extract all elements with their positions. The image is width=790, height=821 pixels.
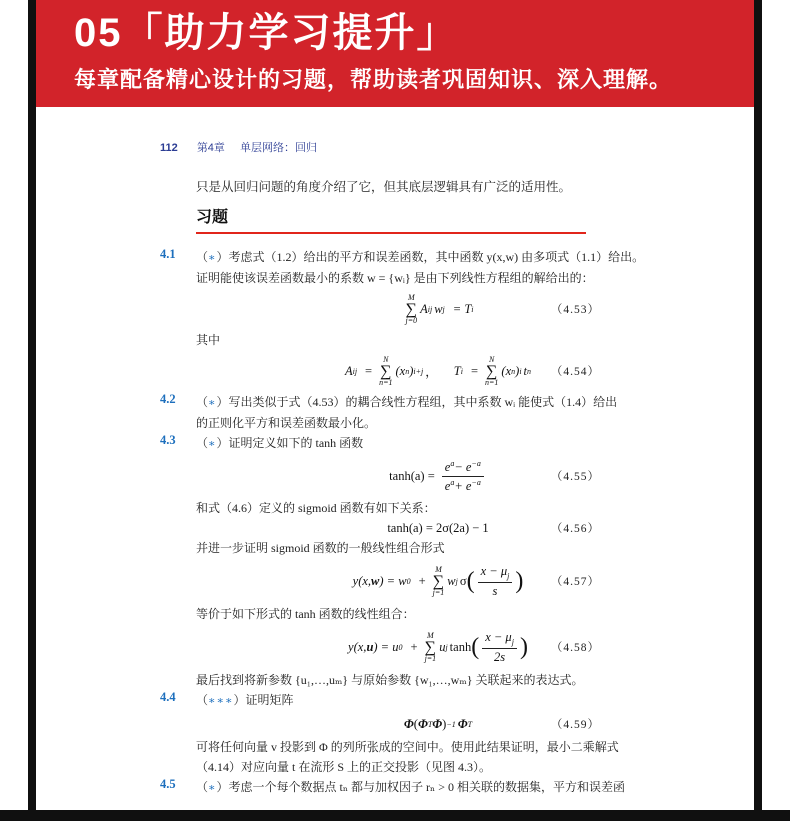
exercise-text-line: （∗）写出类似于式（4.53）的耦合线性方程组，其中系数 wᵢ 能使式（1.4）给出 — [196, 395, 618, 409]
exercise-4-4 — [160, 690, 680, 777]
exercise-text-line: 和式（4.6）定义的 sigmoid 函数有如下关系： — [196, 501, 436, 515]
exercise-text-line: （∗）证明定义如下的 tanh 函数 — [196, 436, 364, 450]
intro-paragraph: 只是从回归问题的角度介绍了它，但其底层逻辑具有广泛的适用性。 — [196, 180, 572, 194]
fraction: $\frac{x - \mu_j}{2s}$ — [482, 630, 517, 664]
running-head — [160, 139, 317, 155]
exercise-text-line: （∗）考虑式（1.2）给出的平方和误差函数，其中函数 y(x,w) 由多项式（1.1）给出。 — [196, 250, 645, 264]
exercise-text-line: （∗∗∗）证明矩阵 — [196, 693, 294, 707]
exercise-4-5 — [160, 777, 680, 798]
difficulty-marker: （∗） — [196, 250, 229, 264]
equation-4-57: y(x, w ) = w 0 + M ∑ j=1 w j σ ( $\frac{x - \mu_j}{s}$ ) （4.57） — [352, 563, 600, 598]
difficulty-marker: （∗） — [196, 436, 229, 450]
exercise-number: 4.1 — [160, 247, 176, 261]
equation-label: （4.56） — [550, 523, 600, 535]
exercise-text-line: 其中 — [196, 333, 221, 347]
exercises-heading: 习题 — [196, 209, 229, 226]
fraction: $\frac{x - \mu_j}{s}$ — [478, 564, 513, 598]
exercise-text-line: （4.14）对应向量 t 在流形 S 上的正交投影（见图 4.3）。 — [196, 760, 492, 774]
exercise-number: 4.2 — [160, 392, 176, 406]
exercise-text-line: 可将任何向量 v 投影到 Φ 的列所张成的空间中。使用此结果证明，最小二乘解式 — [196, 740, 619, 754]
equation-label: （4.53） — [550, 304, 600, 316]
equation-4-56: tanh(a) = 2σ(2a) − 1 （4.56） — [387, 520, 600, 535]
summation-symbol: M ∑ j=0 — [405, 292, 418, 325]
difficulty-marker: （∗） — [196, 395, 229, 409]
exercise-text-line: 证明能使该误差函数最小的系数 w = {wᵢ} 是由下列线性方程组的解给出的： — [196, 271, 594, 285]
summation-symbol: M ∑ j=1 — [424, 630, 437, 663]
equation-4-53: M ∑ j=0 A ij w j = T i （4.53） — [405, 292, 600, 325]
equation-label: （4.58） — [550, 642, 600, 654]
equation-label: （4.54） — [550, 366, 600, 378]
exercise-text-line: 最后找到将新参数 {u₁,…,uₘ} 与原始参数 {w₁,…,wₘ} 关联起来的表达式。 — [196, 673, 584, 687]
book-page — [36, 107, 754, 810]
exercise-number: 4.3 — [160, 433, 176, 447]
equation-label: （4.55） — [550, 471, 600, 483]
equation-4-59: Φ ( Φ T Φ ) −1 Φ T （4.59） — [403, 716, 600, 731]
exercise-text-line: 等价于如下形式的 tanh 函数的线性组合： — [196, 607, 415, 621]
equation-4-55: tanh(a) = $\frac{e^a- e^{-a}}{e^a+ e^{-a}}$ （4.55） — [389, 458, 600, 493]
page-number: 112 — [160, 142, 178, 154]
exercise-text-line: 的正则化平方和误差函数最小化。 — [196, 416, 377, 430]
summation-symbol: N ∑ n=1 — [485, 354, 499, 387]
exercise-text-line: （∗）考虑一个每个数据点 tₙ 都与加权因子 rₙ > 0 相关联的数据集，平方和误差函 — [196, 780, 625, 794]
exercise-4-3 — [160, 433, 680, 690]
right-border-bar — [754, 0, 762, 821]
summation-symbol: N ∑ n=1 — [379, 354, 393, 387]
chapter-label: 第4章 — [196, 142, 225, 154]
promo-banner — [36, 0, 754, 107]
equation-label: （4.57） — [550, 576, 600, 588]
exercise-number: 4.4 — [160, 690, 176, 704]
difficulty-marker: （∗） — [196, 780, 229, 794]
banner-subtitle: 每章配备精心设计的习题，帮助读者巩固知识、深入理解。 — [74, 67, 673, 92]
summation-symbol: M ∑ j=1 — [432, 564, 445, 597]
equation-label: （4.59） — [550, 719, 600, 731]
exercises-list — [160, 247, 680, 798]
exercise-text-line: 并进一步证明 sigmoid 函数的一般线性组合形式 — [196, 541, 445, 555]
chapter-title: 单层网络：回归 — [240, 142, 317, 154]
exercise-number: 4.5 — [160, 777, 176, 791]
banner-title: 05「助力学习提升」 — [74, 11, 459, 55]
bottom-border-bar — [0, 810, 790, 821]
equation-4-54: A ij = N ∑ n=1 (x n ) i+j ， T i = N ∑ n=1 (x n ) i t n （4.54） — [344, 354, 600, 387]
exercises-heading-rule — [196, 232, 586, 234]
fraction: $\frac{e^a- e^{-a}}{e^a+ e^{-a}}$ — [442, 459, 484, 493]
left-border-bar — [28, 0, 36, 821]
equation-4-58: y(x, u ) = u 0 + M ∑ j=1 u j tanh ( $\frac{x - \mu_j}{2s}$ ) （4.58） — [348, 629, 600, 664]
difficulty-marker: （∗∗∗） — [196, 693, 246, 707]
exercise-4-1 — [160, 247, 680, 390]
exercise-4-2 — [160, 392, 680, 433]
